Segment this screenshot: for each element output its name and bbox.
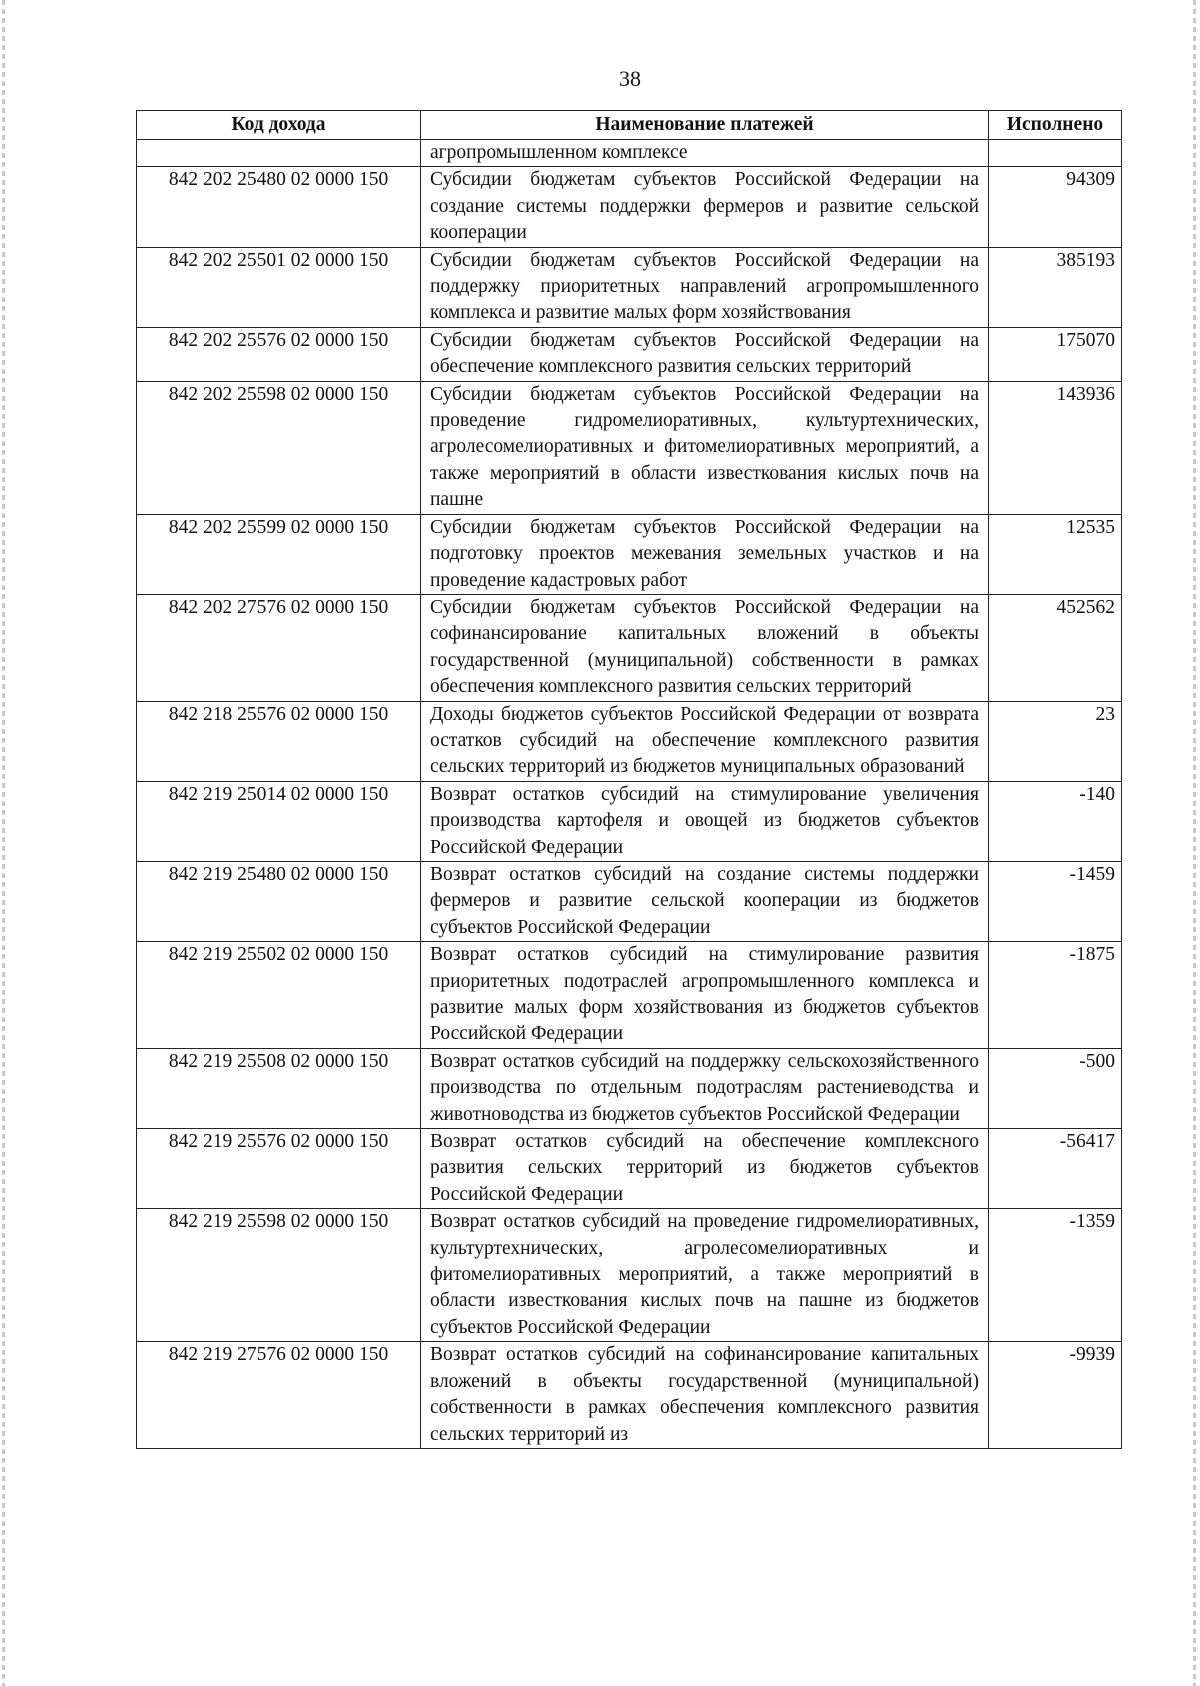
row-code	[137, 140, 421, 167]
page-number: 38	[619, 66, 641, 91]
table-row	[137, 1342, 1122, 1449]
row-amount: 175070	[989, 327, 1122, 381]
table-row	[137, 942, 1122, 1049]
row-code: 842 202 25576 02 0000 150	[137, 327, 421, 381]
row-amount: 143936	[989, 381, 1122, 514]
row-name: агропромышленном комплексе	[421, 140, 989, 167]
row-amount: -500	[989, 1048, 1122, 1128]
row-amount: 94309	[989, 167, 1122, 247]
row-code: 842 219 25576 02 0000 150	[137, 1129, 421, 1209]
table-row	[137, 1129, 1122, 1209]
table-body	[137, 140, 1122, 1449]
header-code: Код дохода	[137, 111, 421, 140]
table-row	[137, 327, 1122, 381]
header-row	[137, 111, 1122, 140]
row-amount: -56417	[989, 1129, 1122, 1209]
row-code: 842 219 25598 02 0000 150	[137, 1209, 421, 1342]
row-amount: -9939	[989, 1342, 1122, 1449]
row-code: 842 219 25508 02 0000 150	[137, 1048, 421, 1128]
table-row	[137, 247, 1122, 327]
table-row	[137, 514, 1122, 594]
row-code: 842 219 25480 02 0000 150	[137, 861, 421, 941]
row-name: Возврат остатков субсидий на поддержку сельскохозяйственного производства по отдельным подотраслям растениеводства и животноводства из бюджетов субъектов Российской Федерации	[421, 1048, 989, 1128]
row-name: Возврат остатков субсидий на проведение гидромелиоративных, культуртехнических, агролесомелиоративных и фитомелиоративных мероприятий, а также мероприятий в области известкования кислых почв на пашне из бюджетов субъектов Российской Федерации	[421, 1209, 989, 1342]
row-amount: 12535	[989, 514, 1122, 594]
row-name: Субсидии бюджетам субъектов Российской Федерации на поддержку приоритетных направлений агропромышленного комплекса и развитие малых форм хозяйствования	[421, 247, 989, 327]
scan-edge-right	[1193, 0, 1196, 1686]
row-name: Субсидии бюджетам субъектов Российской Федерации на подготовку проектов межевания земельных участков и на проведение кадастровых работ	[421, 514, 989, 594]
row-name: Субсидии бюджетам субъектов Российской Федерации на создание системы поддержки фермеров и развитие сельской кооперации	[421, 167, 989, 247]
row-name: Субсидии бюджетам субъектов Российской Федерации на обеспечение комплексного развития сельских территорий	[421, 327, 989, 381]
row-amount: -1459	[989, 861, 1122, 941]
row-name: Возврат остатков субсидий на создание системы поддержки фермеров и развитие сельской кооперации из бюджетов субъектов Российской Федерации	[421, 861, 989, 941]
row-amount: -1875	[989, 942, 1122, 1049]
row-code: 842 219 25014 02 0000 150	[137, 781, 421, 861]
row-code: 842 202 25598 02 0000 150	[137, 381, 421, 514]
scan-edge-left	[2, 0, 5, 1686]
table-row	[137, 594, 1122, 701]
row-amount: 385193	[989, 247, 1122, 327]
row-name: Возврат остатков субсидий на обеспечение комплексного развития сельских территорий из бюджетов субъектов Российской Федерации	[421, 1129, 989, 1209]
row-amount: 23	[989, 701, 1122, 781]
row-amount: 452562	[989, 594, 1122, 701]
header-amount: Исполнено	[989, 111, 1122, 140]
table-row	[137, 1209, 1122, 1342]
revenue-table	[136, 110, 1122, 1449]
table-row	[137, 781, 1122, 861]
row-amount: -1359	[989, 1209, 1122, 1342]
row-name: Доходы бюджетов субъектов Российской Федерации от возврата остатков субсидий на обеспечение комплексного развития сельских территорий из бюджетов муниципальных образований	[421, 701, 989, 781]
row-code: 842 202 25501 02 0000 150	[137, 247, 421, 327]
row-code: 842 218 25576 02 0000 150	[137, 701, 421, 781]
row-name: Возврат остатков субсидий на стимулирование увеличения производства картофеля и овощей из бюджетов субъектов Российской Федерации	[421, 781, 989, 861]
table-row	[137, 701, 1122, 781]
table-header	[137, 111, 1122, 140]
row-name: Субсидии бюджетам субъектов Российской Федерации на софинансирование капитальных вложений в объекты государственной (муниципальной) собственности в рамках обеспечения комплексного развития сельских территорий	[421, 594, 989, 701]
table-row	[137, 167, 1122, 247]
table-row	[137, 381, 1122, 514]
row-amount: -140	[989, 781, 1122, 861]
row-code: 842 219 25502 02 0000 150	[137, 942, 421, 1049]
row-amount	[989, 140, 1122, 167]
row-name: Субсидии бюджетам субъектов Российской Федерации на проведение гидромелиоративных, культуртехнических, агролесомелиоративных и фитомелиоративных мероприятий, а также мероприятий в области известкования кислых почв на пашне	[421, 381, 989, 514]
table-row	[137, 140, 1122, 167]
row-code: 842 202 25599 02 0000 150	[137, 514, 421, 594]
row-code: 842 202 25480 02 0000 150	[137, 167, 421, 247]
table-row	[137, 1048, 1122, 1128]
row-code: 842 202 27576 02 0000 150	[137, 594, 421, 701]
header-name: Наименование платежей	[421, 111, 989, 140]
row-name: Возврат остатков субсидий на софинансирование капитальных вложений в объекты государственной (муниципальной) собственности в рамках обеспечения комплексного развития сельских территорий из	[421, 1342, 989, 1449]
row-code: 842 219 27576 02 0000 150	[137, 1342, 421, 1449]
row-name: Возврат остатков субсидий на стимулирование развития приоритетных подотраслей агропромышленного комплекса и развитие малых форм хозяйствования из бюджетов субъектов Российской Федерации	[421, 942, 989, 1049]
table-row	[137, 861, 1122, 941]
